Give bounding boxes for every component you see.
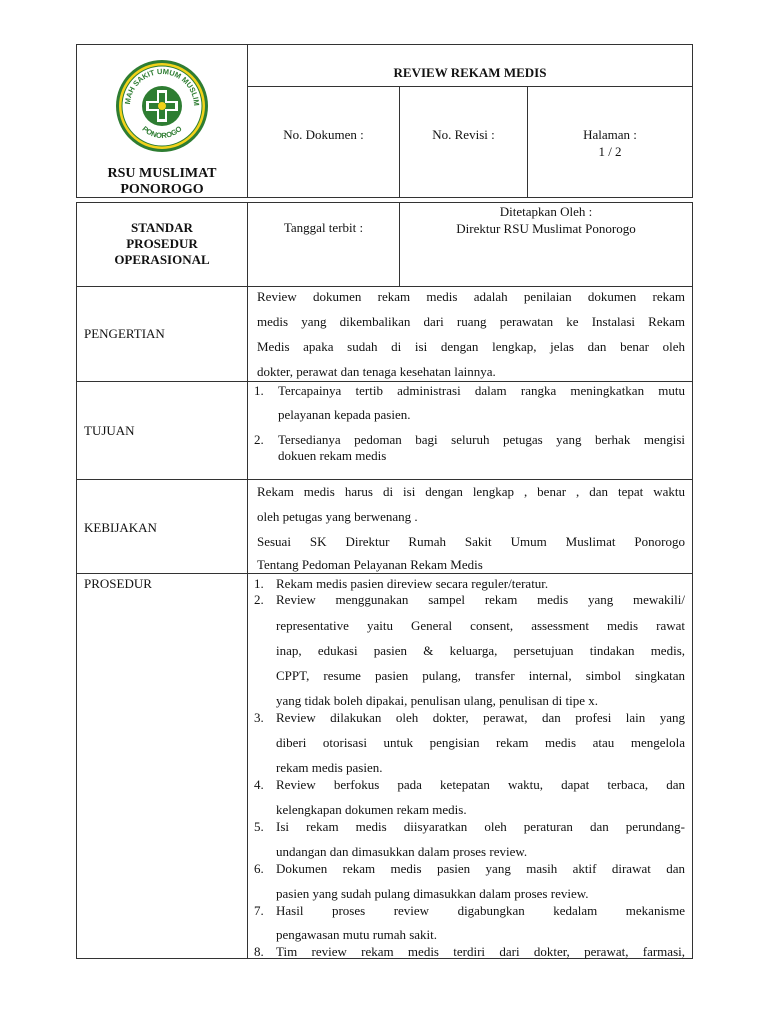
pengertian-line-4: dokter, perawat dan tenaga kesehatan lainnya.: [257, 364, 496, 379]
row-divider-kebijakan: [76, 573, 693, 574]
prosedur-num-7: 7.: [254, 903, 264, 918]
sop-label-line3: OPERASIONAL: [114, 252, 210, 267]
prosedur-num-2: 2.: [254, 592, 264, 607]
prosedur-num-5: 5.: [254, 819, 264, 834]
row-divider-pengertian: [76, 381, 693, 382]
tujuan-item-1-line-2: pelayanan kepada pasien.: [278, 407, 411, 422]
row-divider-tujuan: [76, 479, 693, 480]
prosedur-num-6: 6.: [254, 861, 264, 876]
prosedur-item-3-line-2: diberi otorisasi untuk pengisian rekam medis atau mengelola: [276, 735, 685, 750]
svg-text:PONOROGO: PONOROGO: [140, 124, 184, 141]
main-right-border: [692, 202, 693, 959]
prosedur-item-6-line-1: Dokumen rekam medis pasien yang masih aktif dirawat dan: [276, 861, 685, 876]
tujuan-num-2: 2.: [254, 432, 264, 447]
prosedur-item-2-line-4: CPPT, resume pasien pulang, transfer internal, simbol singkatan: [276, 668, 685, 683]
tujuan-item-2-line-1: Tersedianya pedoman bagi seluruh petugas yang berhak mengisi: [278, 432, 685, 447]
pengertian-line-2: medis yang dikembalikan dari ruang perawatan ke Instalasi Rekam: [257, 314, 685, 329]
header-left-border: [76, 44, 77, 198]
prosedur-num-3: 3.: [254, 710, 264, 725]
main-label-divider: [247, 202, 248, 959]
prosedur-item-3-line-3: rekam medis pasien.: [276, 760, 383, 775]
halaman-label: Halaman :: [583, 127, 637, 142]
prosedur-item-2-line-2: representative yaitu General consent, assessment medis rawat: [276, 618, 685, 633]
prosedur-item-3-line-1: Review dilakukan oleh dokter, perawat, dan profesi lain yang: [276, 710, 685, 725]
ditetapkan-label: Ditetapkan Oleh :: [499, 204, 593, 219]
prosedur-item-5-line-2: undangan dan dimasukkan dalam proses review.: [276, 844, 528, 859]
pengertian-line-1: Review dokumen rekam medis adalah penilaian dokumen rekam: [257, 289, 685, 304]
main-top-border: [76, 202, 693, 203]
hospital-logo: [114, 58, 210, 154]
tujuan-label: TUJUAN: [84, 423, 135, 438]
svg-text:RUMAH SAKIT UMUM MUSLIMAT: MAH SAKIT UMUM MUSLIM: [122, 66, 202, 107]
halaman-value: 1 / 2: [598, 144, 622, 159]
prosedur-label: PROSEDUR: [84, 576, 152, 591]
prosedur-num-1: 1.: [254, 576, 264, 591]
tanggal-terbit-label: Tanggal terbit :: [283, 220, 364, 235]
kebijakan-line-2: oleh petugas yang berwenang .: [257, 509, 418, 524]
prosedur-item-2-line-5: yang tidak boleh dipakai, penulisan ulang, penulisan di tipe x.: [276, 693, 599, 708]
sop-label-line1: STANDAR: [131, 220, 193, 235]
header-top-border: [76, 44, 693, 45]
no-dokumen-label: No. Dokumen :: [283, 127, 364, 142]
prosedur-item-5-line-1: Isi rekam medis diisyaratkan oleh peraturan dan perundang-: [276, 819, 685, 834]
sop-label: [78, 220, 246, 268]
kebijakan-label: KEBIJAKAN: [84, 520, 157, 535]
prosedur-item-8-line-1: Tim review rekam medis terdiri dari dokter, perawat, farmasi,: [276, 944, 685, 959]
hospital-name: [78, 166, 246, 198]
document-title: REVIEW REKAM MEDIS: [393, 65, 547, 80]
kebijakan-line-1: Rekam medis harus di isi dengan lengkap , benar , dan tepat waktu: [257, 484, 685, 499]
pengertian-label: PENGERTIAN: [84, 326, 165, 341]
prosedur-item-4-line-2: kelengkapan dokumen rekam medis.: [276, 802, 467, 817]
header-right-border: [692, 44, 693, 198]
ditetapkan-value: Direktur RSU Muslimat Ponorogo: [456, 221, 636, 236]
no-revisi-label: No. Revisi :: [432, 127, 495, 142]
prosedur-item-4-line-1: Review berfokus pada ketepatan waktu, dapat terbaca, dan: [276, 777, 685, 792]
hospital-name-line1: RSU MUSLIMAT: [107, 166, 217, 181]
prosedur-num-4: 4.: [254, 777, 264, 792]
prosedur-num-8: 8.: [254, 944, 264, 959]
hospital-name-line2: PONOROGO: [120, 182, 204, 197]
header-title-divider: [247, 86, 693, 87]
main-left-border: [76, 202, 77, 959]
sop-label-line2: PROSEDUR: [126, 236, 198, 251]
pengertian-line-3: Medis apaka sudah di isi dengan lengkap, jelas dan benar oleh: [257, 339, 685, 354]
prosedur-item-7-line-1: Hasil proses review digabungkan kedalam mekanisme: [276, 903, 685, 918]
kebijakan-line-4: Tentang Pedoman Pelayanan Rekam Medis: [257, 557, 483, 572]
tujuan-item-2-line-2: dokuen rekam medis: [278, 448, 387, 463]
kebijakan-line-3: Sesuai SK Direktur Rumah Sakit Umum Muslimat Ponorogo: [257, 534, 685, 549]
prosedur-item-2-line-1: Review menggunakan sampel rekam medis yang mewakili/: [276, 592, 685, 607]
prosedur-item-2-line-3: inap, edukasi pasien & keluarga, persetujuan tindakan medis,: [276, 643, 685, 658]
prosedur-item-1-line-1: Rekam medis pasien direview secara reguler/teratur.: [276, 576, 549, 591]
tujuan-num-1: 1.: [254, 383, 264, 398]
tujuan-item-1-line-1: Tercapainya tertib administrasi dalam rangka meningkatkan mutu: [278, 383, 685, 398]
row-divider-sop: [76, 286, 693, 287]
prosedur-item-6-line-2: pasien yang sudah pulang dimasukkan dalam proses review.: [276, 886, 589, 901]
prosedur-item-7-line-2: pengawasan mutu rumah sakit.: [276, 927, 438, 942]
